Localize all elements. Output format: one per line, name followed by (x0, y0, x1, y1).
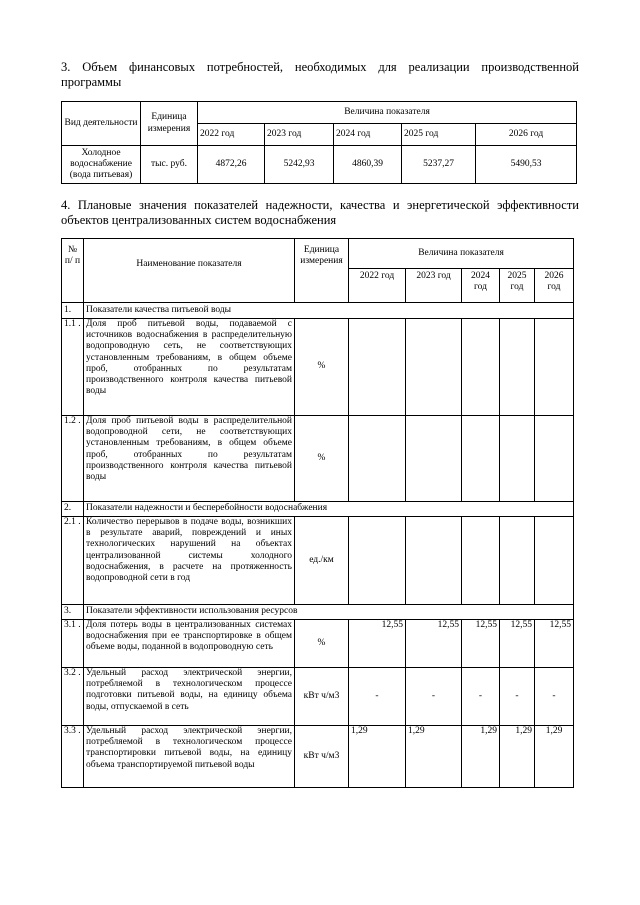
col-unit-header: Единица измерения (295, 239, 349, 303)
row-value: 1,29 (462, 726, 500, 788)
row-value (349, 517, 406, 605)
row-value (462, 517, 500, 605)
value-cell: 5242,93 (265, 146, 334, 184)
row-value (500, 319, 535, 416)
row-value (535, 319, 574, 416)
row-value (535, 416, 574, 502)
table-row (62, 517, 574, 605)
row-value: - (462, 668, 500, 726)
year-header: 2022 год (198, 124, 265, 146)
section4-title: 4. Плановые значения показателей надежности, качества и энергетической эффективности объектов централизованных систем водоснабжения (61, 198, 579, 227)
row-name: Удельный расход электрической энергии, потребляемой в технологическом процессе транспортировки питьевой воды, на единицу объема транспортируемой питьевой воды (84, 726, 295, 788)
row-unit: кВт ч/м3 (295, 726, 349, 788)
row-value (462, 416, 500, 502)
row-value: 1,29 (349, 726, 406, 788)
row-name: Доля проб питьевой воды в распределительной водопроводной сети, не соответствующих установленным требованиям, в общем объеме проб, отобранных по результатам производственного контроля качества питьевой воды (84, 416, 295, 502)
row-num: 3.2 . (62, 668, 84, 726)
col-name-header: Наименование показателя (84, 239, 295, 303)
value-group-header: Величина показателя (349, 239, 574, 269)
row-name: Удельный расход электрической энергии, потребляемой в технологическом процессе подготовки питьевой воды, на единицу объема воды, отпускаемой в сеть (84, 668, 295, 726)
row-value: 12,55 (406, 620, 462, 668)
row-num: 1.2 . (62, 416, 84, 502)
value-cell: 5237,27 (402, 146, 476, 184)
row-name: Доля проб питьевой воды, подаваемой с источников водоснабжения в распределительную водопроводную сеть, не соответствующих установленным требованиям, в общем объеме проб, отобранных по результатам производственного контроля качества питьевой воды (84, 319, 295, 416)
group-num: 1. (62, 303, 84, 319)
unit-cell: тыс. руб. (141, 146, 198, 184)
row-value (500, 517, 535, 605)
group-num: 3. (62, 605, 84, 620)
year-header: 2023 год (406, 269, 462, 303)
row-value (406, 517, 462, 605)
row-value: 1,29 (406, 726, 462, 788)
value-cell: 5490,53 (476, 146, 577, 184)
indicators-table (61, 238, 574, 788)
row-value: - (349, 668, 406, 726)
table-row (62, 416, 574, 502)
year-header: 2026 год (476, 124, 577, 146)
row-unit: % (295, 620, 349, 668)
group-title: Показатели надежности и бесперебойности водоснабжения (84, 502, 574, 517)
row-num: 3.3 . (62, 726, 84, 788)
col-num-header: № п/ п (62, 239, 84, 303)
year-header: 2024 год (334, 124, 402, 146)
year-header: 2025 год (500, 269, 535, 303)
row-value (406, 416, 462, 502)
row-name: Количество перерывов в подаче воды, возникших в результате аварий, повреждений и иных технологических нарушений на объектах централизованной системы холодного водоснабжения, в расчете на протяженность водопроводной сети в год (84, 517, 295, 605)
row-value: - (535, 668, 574, 726)
year-header: 2022 год (349, 269, 406, 303)
year-header: 2025 год (402, 124, 476, 146)
value-cell: 4872,26 (198, 146, 265, 184)
row-num: 3.1 . (62, 620, 84, 668)
row-value: - (406, 668, 462, 726)
row-name: Доля потерь воды в централизованных системах водоснабжения при ее транспортировке в общем объеме воды, поданной в водопроводную сеть (84, 620, 295, 668)
year-header: 2023 год (265, 124, 334, 146)
row-value (535, 517, 574, 605)
row-value: 12,55 (535, 620, 574, 668)
value-group-header: Величина показателя (198, 102, 577, 124)
row-unit: % (295, 319, 349, 416)
group-title: Показатели эффективности использования ресурсов (84, 605, 574, 620)
col-unit-header: Единица измерения (141, 102, 198, 146)
section3-title: 3. Объем финансовых потребностей, необходимых для реализации производственной программы (61, 60, 579, 89)
row-value (500, 416, 535, 502)
activity-cell: Холодное водоснабжение (вода питьевая) (62, 146, 141, 184)
row-value: 12,55 (500, 620, 535, 668)
year-header: 2026 год (535, 269, 574, 303)
financial-needs-table (61, 101, 577, 184)
year-header: 2024 год (462, 269, 500, 303)
row-value: 1,29 (535, 726, 574, 788)
row-unit: % (295, 416, 349, 502)
table-row (62, 726, 574, 788)
table-row (62, 668, 574, 726)
table-row (62, 620, 574, 668)
row-unit: ед./км (295, 517, 349, 605)
col-activity-header: Вид деятельности (62, 102, 141, 146)
row-value (349, 416, 406, 502)
row-value (349, 319, 406, 416)
row-value: 1,29 (500, 726, 535, 788)
group-row (62, 502, 574, 517)
row-value (462, 319, 500, 416)
value-cell: 4860,39 (334, 146, 402, 184)
row-value: 12,55 (462, 620, 500, 668)
group-title: Показатели качества питьевой воды (84, 303, 574, 319)
row-unit: кВт ч/м3 (295, 668, 349, 726)
group-row (62, 605, 574, 620)
table-row (62, 319, 574, 416)
row-value: - (500, 668, 535, 726)
row-num: 2.1 . (62, 517, 84, 605)
group-num: 2. (62, 502, 84, 517)
group-row (62, 303, 574, 319)
row-value (406, 319, 462, 416)
row-num: 1.1 . (62, 319, 84, 416)
row-value: 12,55 (349, 620, 406, 668)
